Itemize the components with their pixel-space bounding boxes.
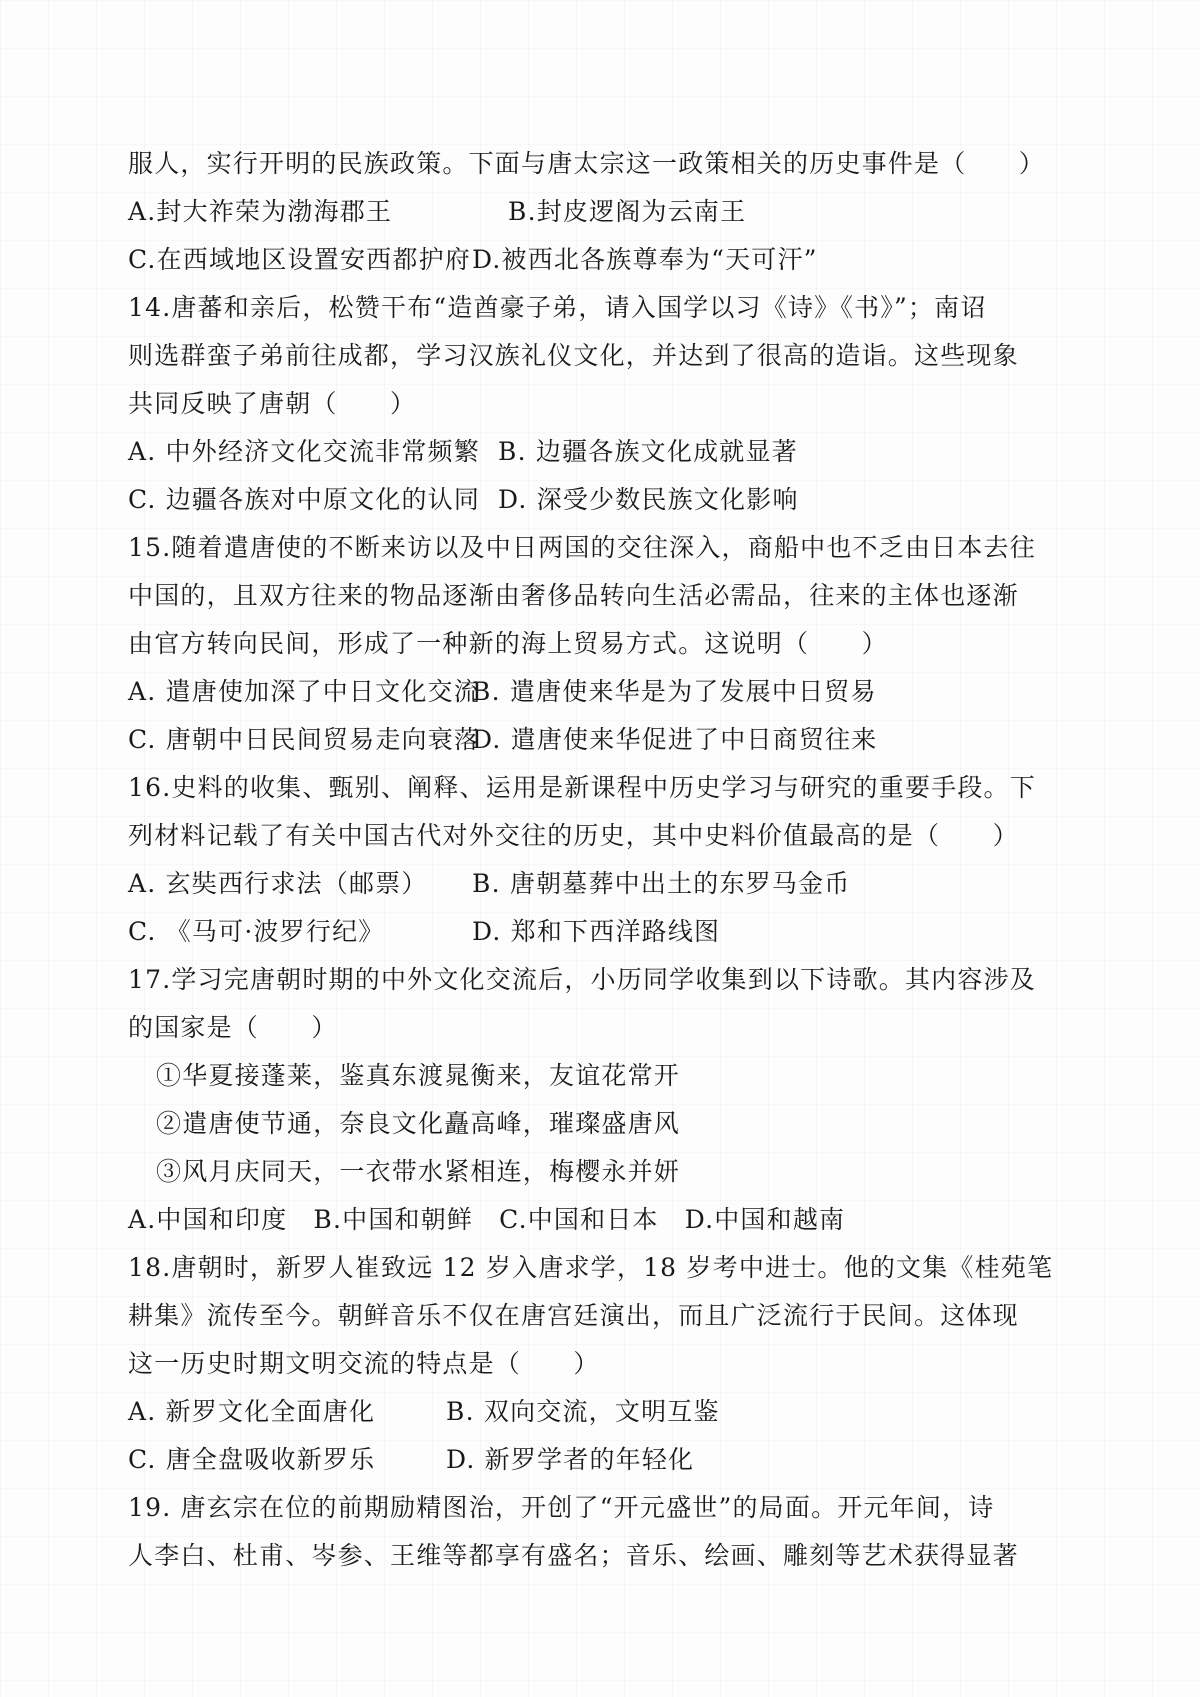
question-16-option-b: B. 唐朝墓葬中出土的东罗马金币 — [472, 869, 851, 898]
question-14-option-b: B. 边疆各族文化成就显著 — [498, 437, 798, 466]
question-13-stem-tail: 服人，实行开明的民族政策。下面与唐太宗这一政策相关的历史事件是（ ） — [128, 149, 1046, 178]
question-19-stem-line-1: 19. 唐玄宗在位的前期励精图治，开创了“开元盛世”的局面。开元年间，诗 — [128, 1493, 995, 1522]
question-15-options-row-2 — [128, 716, 1140, 764]
question-16-option-d: D. 郑和下西洋路线图 — [472, 917, 721, 946]
question-17-option-a: A.中国和印度 — [128, 1205, 288, 1234]
question-18-option-a: A. 新罗文化全面唐化 — [128, 1397, 376, 1426]
question-15-option-d: D. 遣唐使来华促进了中日商贸往来 — [472, 725, 878, 754]
question-17-option-d: D.中国和越南 — [684, 1205, 846, 1234]
question-14-option-d: D. 深受少数民族文化影响 — [498, 485, 799, 514]
question-16-option-a: A. 玄奘西行求法（邮票） — [128, 869, 428, 898]
question-13-option-c: C.在西域地区设置安西都护府 — [128, 245, 471, 274]
question-18-options-row-1 — [128, 1388, 1140, 1436]
question-16-stem-line-2: 列材料记载了有关中国古代对外交往的历史，其中史料价值最高的是（ ） — [128, 821, 1019, 850]
question-14-options-row-2 — [128, 476, 1140, 524]
question-15-options-row-1 — [128, 668, 1140, 716]
question-14-options-row-1 — [128, 428, 1140, 476]
question-17-poem-3: ③风月庆同天，一衣带水紧相连，梅樱永并妍 — [156, 1157, 681, 1186]
question-17-stem-line-1: 17.学习完唐朝时期的中外文化交流后，小历同学收集到以下诗歌。其内容涉及 — [128, 965, 1036, 994]
question-14-option-c: C. 边疆各族对中原文化的认同 — [128, 485, 481, 514]
question-13-option-b: B.封皮逻阁为云南王 — [508, 197, 747, 226]
question-14-stem-line-3: 共同反映了唐朝（ ） — [128, 389, 417, 418]
question-17-poem-2: ②遣唐使节通，奈良文化矗高峰，璀璨盛唐风 — [156, 1109, 681, 1138]
question-18-stem-line-2: 耕集》流传至今。朝鲜音乐不仅在唐宫廷演出，而且广泛流行于民间。这体现 — [128, 1301, 1019, 1330]
question-17-stem-line-2: 的国家是（ ） — [128, 1013, 338, 1042]
question-18-stem-line-3: 这一历史时期文明交流的特点是（ ） — [128, 1349, 600, 1378]
question-15-stem-line-2: 中国的，且双方往来的物品逐渐由奢侈品转向生活必需品，往来的主体也逐渐 — [128, 581, 1019, 610]
question-18-stem-line-1: 18.唐朝时，新罗人崔致远 12 岁入唐求学，18 岁考中进士。他的文集《桂苑笔 — [128, 1253, 1054, 1282]
question-18-option-c: C. 唐全盘吸收新罗乐 — [128, 1445, 376, 1474]
question-14-stem-line-1: 14.唐蕃和亲后，松赞干布“造酋豪子弟，请入国学以习《诗》《书》”；南诏 — [128, 293, 987, 322]
question-14-option-a: A. 中外经济文化交流非常频繁 — [128, 437, 480, 466]
question-17-poem-1: ①华夏接蓬莱，鉴真东渡晁衡来，友谊花常开 — [156, 1061, 681, 1090]
question-17-option-c: C.中国和日本 — [499, 1205, 659, 1234]
question-13-options-row-2 — [128, 236, 1140, 284]
question-15-stem-line-1: 15.随着遣唐使的不断来访以及中日两国的交往深入，商船中也不乏由日本去往 — [128, 533, 1036, 562]
question-16-options-row-1 — [128, 860, 1140, 908]
question-16-options-row-2 — [128, 908, 1140, 956]
question-13-options-row-1 — [128, 188, 1140, 236]
question-14-stem-line-2: 则选群蛮子弟前往成都，学习汉族礼仪文化，并达到了很高的造诣。这些现象 — [128, 341, 1019, 370]
question-18-options-row-2 — [128, 1436, 1140, 1484]
question-15-option-c: C. 唐朝中日民间贸易走向衰落 — [128, 725, 481, 754]
question-18-option-b: B. 双向交流，文明互鉴 — [446, 1397, 720, 1426]
question-15-stem-line-3: 由官方转向民间，形成了一种新的海上贸易方式。这说明（ ） — [128, 629, 888, 658]
question-15-option-b: B. 遣唐使来华是为了发展中日贸易 — [472, 677, 877, 706]
question-15-option-a: A. 遣唐使加深了中日文化交流 — [128, 677, 480, 706]
question-13-option-a: A.封大祚荣为渤海郡王 — [128, 197, 393, 226]
question-19-stem-line-2: 人李白、杜甫、岑参、王维等都享有盛名；音乐、绘画、雕刻等艺术获得显著 — [128, 1541, 1019, 1570]
question-13-option-d: D.被西北各族尊奉为“天可汗” — [472, 245, 818, 274]
question-17-options-row — [128, 1196, 1140, 1244]
question-16-stem-line-1: 16.史料的收集、甄别、阐释、运用是新课程中历史学习与研究的重要手段。下 — [128, 773, 1036, 802]
question-18-option-d: D. 新罗学者的年轻化 — [446, 1445, 695, 1474]
question-16-option-c: C. 《马可·波罗行纪》 — [128, 917, 385, 946]
question-17-option-b: B.中国和朝鲜 — [313, 1205, 474, 1234]
